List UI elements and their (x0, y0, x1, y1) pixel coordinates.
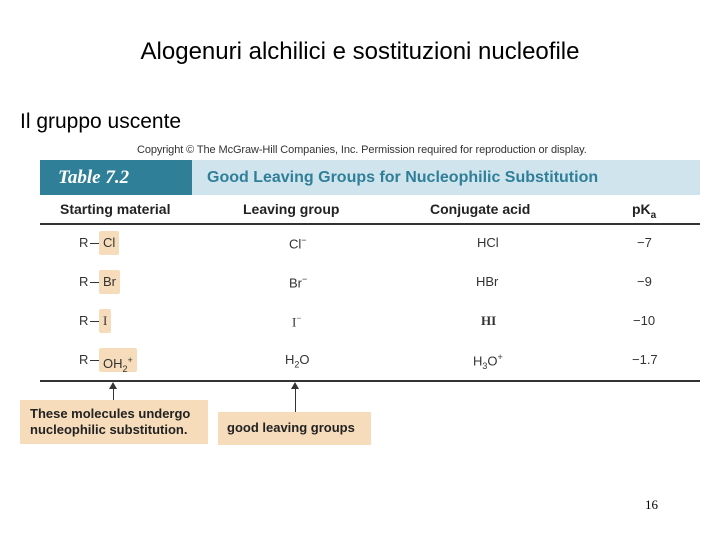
callout-good-leaving-groups: good leaving groups (218, 412, 371, 445)
column-header-leaving-group: Leaving group (243, 201, 340, 217)
row-1-group-text: Cl (103, 235, 116, 250)
row-4-leaving (285, 352, 310, 370)
slide-subtitle: Il gruppo uscente (20, 110, 182, 133)
row-3-r: R (79, 313, 89, 328)
row-2-leaving (289, 274, 307, 290)
row-2-group (99, 270, 120, 294)
callout-substrates: These molecules undergo nucleophilic substitution. (20, 400, 208, 444)
arrow-up-right (295, 388, 296, 413)
table-bottom-rule (40, 380, 700, 382)
row-3-group-text: I (103, 313, 108, 328)
pka-subscript: a (650, 209, 657, 221)
row-4-leaving-subscript: 2 (294, 359, 300, 370)
copyright-notice: Copyright © The McGraw-Hill Companies, Inc. Permission required for reproduction or display. (137, 144, 587, 156)
row-1-r: R (79, 235, 89, 250)
table-top-rule (40, 223, 700, 225)
arrow-up-left (113, 388, 114, 400)
row-2-acid: HBr (476, 274, 499, 289)
row-1-leaving (289, 235, 307, 251)
row-3-group (99, 309, 111, 333)
row-4-group-text: OH (103, 356, 123, 372)
row-1-acid: HCl (477, 235, 499, 250)
row-3-pka: −10 (633, 313, 656, 328)
row-3-leaving-text: I (292, 314, 297, 330)
row-4-leaving-h: H (285, 352, 295, 367)
row-4-group-charge: + (127, 355, 133, 365)
row-4-acid-subscript: 3 (482, 360, 488, 371)
row-4-leaving-o: O (299, 352, 310, 367)
row-4-pka: −1.7 (632, 352, 658, 367)
row-4-r: R (79, 352, 89, 367)
row-4-group (99, 348, 137, 372)
column-header-conjugate-acid: Conjugate acid (430, 201, 531, 217)
row-3-acid: HI (481, 313, 497, 328)
row-2-r: R (79, 274, 89, 289)
page-number: 16 (645, 497, 658, 512)
row-1-pka: −7 (637, 235, 652, 250)
row-2-group-text: Br (103, 274, 116, 289)
row-1-leaving-text: Cl (289, 236, 302, 252)
row-4-group-subscript: 2 (122, 363, 128, 374)
column-header-starting-material: Starting material (60, 201, 171, 217)
row-3-leaving-charge: − (296, 313, 302, 323)
table-label: Table 7.2 (40, 160, 192, 195)
row-4-acid-charge: + (497, 352, 503, 362)
row-4-acid-o: O (487, 353, 498, 369)
slide-title: Alogenuri alchilici e sostituzioni nucleofile (140, 38, 580, 65)
table-title: Good Leaving Groups for Nucleophilic Substitution (207, 169, 599, 186)
row-2-pka: −9 (637, 274, 652, 289)
row-2-leaving-text: Br (289, 275, 302, 291)
row-4-acid-h: H (473, 353, 483, 369)
row-4-acid (473, 352, 503, 371)
pka-symbol: pK (632, 201, 651, 217)
column-header-pka (632, 201, 656, 221)
row-1-leaving-charge: − (301, 235, 307, 245)
row-3-leaving (292, 313, 301, 330)
row-1-group (99, 231, 119, 255)
row-2-leaving-charge: − (302, 274, 308, 284)
